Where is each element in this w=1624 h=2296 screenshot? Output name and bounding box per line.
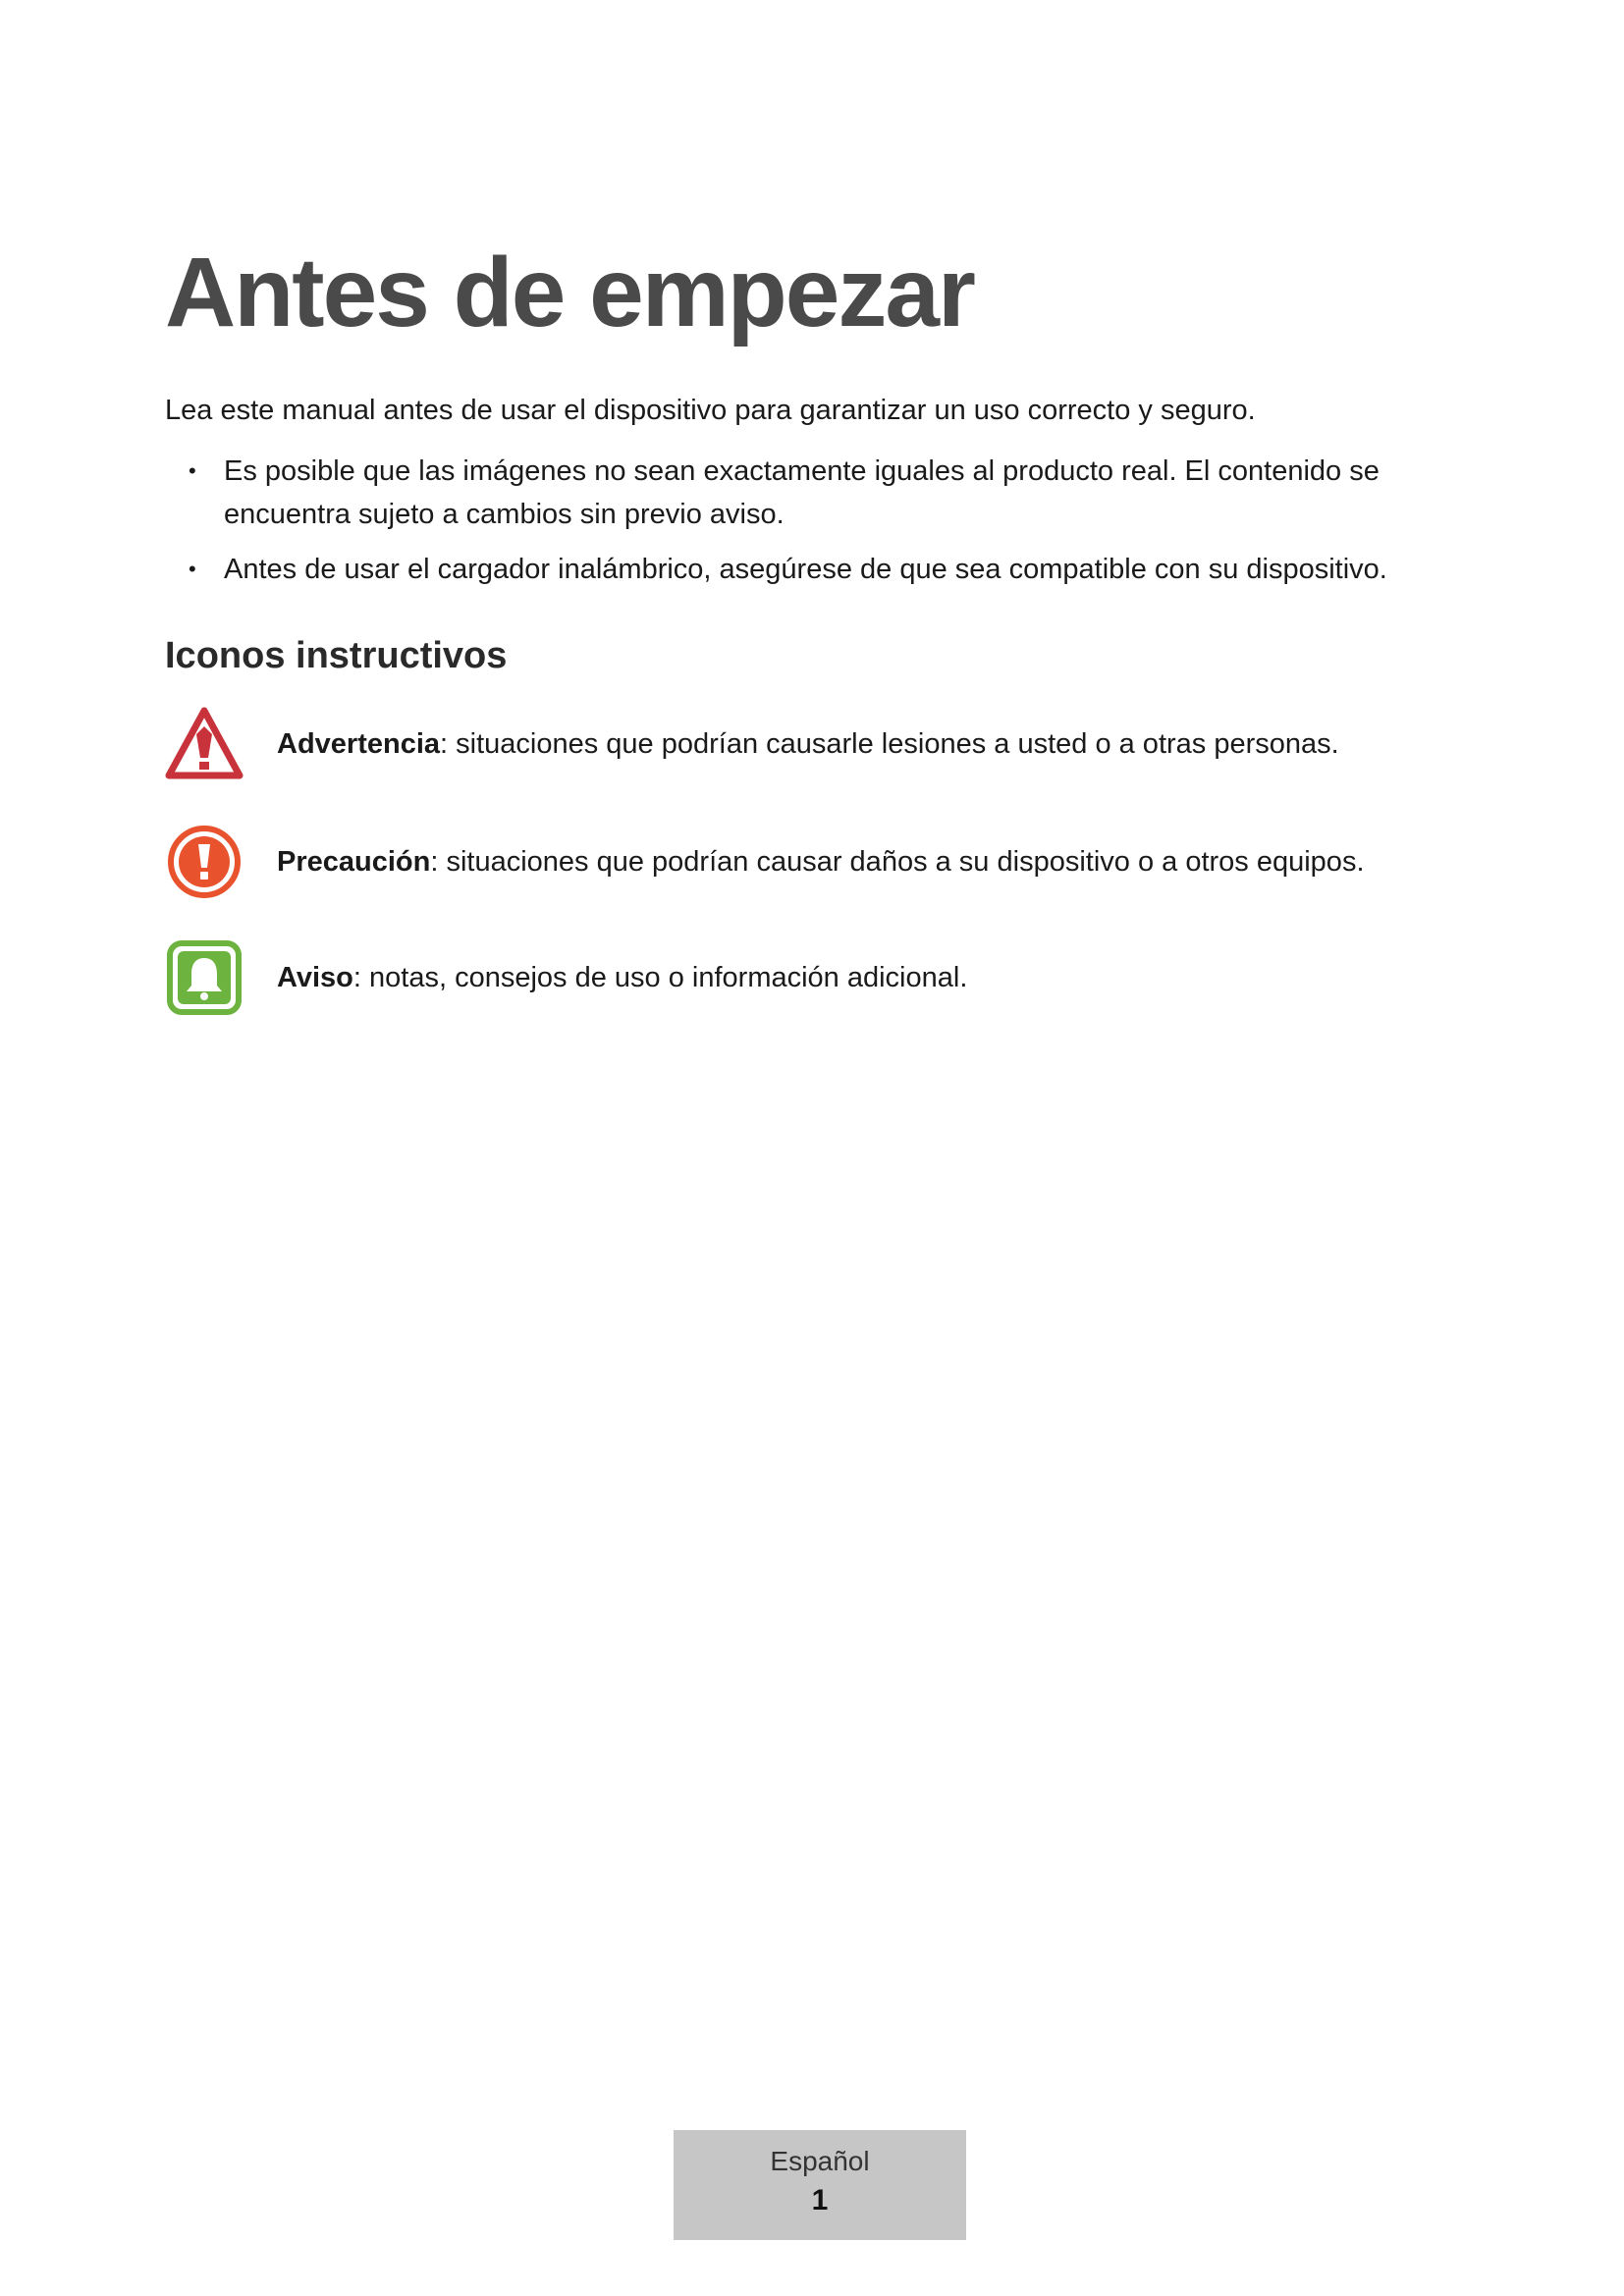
footer-language: Español [770,2146,870,2176]
caution-circle-icon [165,823,244,901]
warning-triangle-icon [165,705,244,783]
icon-explanation: : situaciones que podrían causar daños a su dispositivo o a otros equipos. [430,846,1365,878]
icon-term: Precaución [277,846,431,878]
icon-row-warning [165,705,1461,783]
icon-explanation: : notas, consejos de uso o información adicional. [352,962,968,993]
section-title: Iconos instructivos [165,635,508,676]
icon-term: Advertencia [277,728,441,760]
notice-bell-icon [165,938,244,1017]
intro-paragraph: Lea este manual antes de usar el dispositivo para garantizar un uso correcto y seguro. [165,395,1256,426]
icon-term: Aviso [277,962,353,993]
bullet-text: Es posible que las imágenes no sean exactamente iguales al producto real. El contenido se encuentra sujeto a cambios sin previo aviso. [224,455,1380,530]
icon-description [277,842,1365,881]
icon-description [277,724,1339,764]
icon-explanation: : situaciones que podrían causarle lesiones a usted o a otras personas. [440,728,1339,760]
page-title: Antes de empezar [165,238,974,347]
bullet-list [165,450,1461,603]
list-item [165,450,1461,536]
icon-row-caution [165,823,1461,901]
bullet-marker: • [189,557,196,581]
list-item [165,548,1461,591]
icon-description [277,958,967,997]
bullet-text: Antes de usar el cargador inalámbrico, asegúrese de que sea compatible con su dispositivo. [224,554,1387,585]
bullet-marker: • [189,458,196,483]
page-footer [674,2130,966,2240]
page-number: 1 [811,2184,829,2216]
icon-row-notice [165,938,1461,1017]
